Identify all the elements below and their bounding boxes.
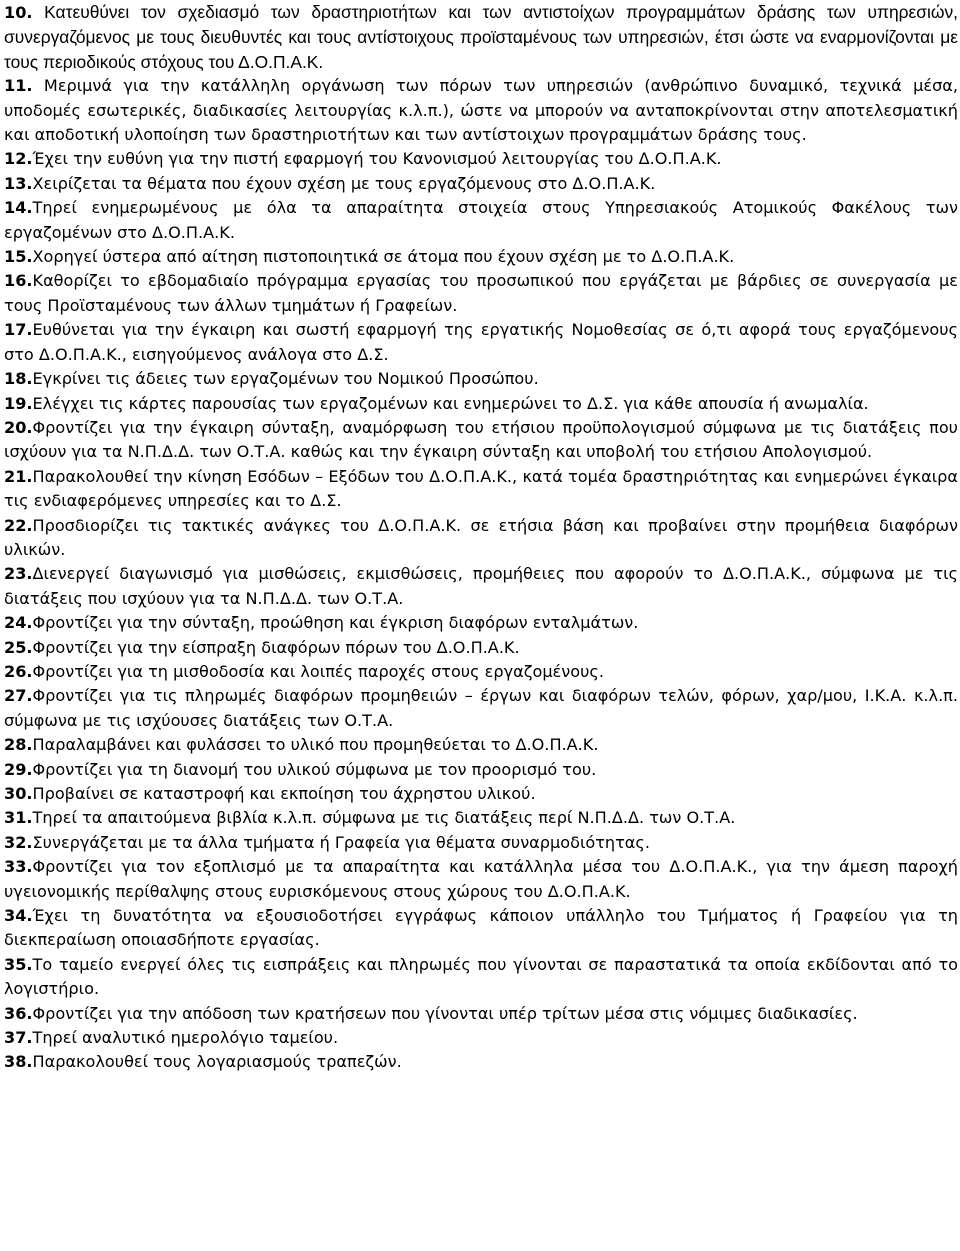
item-number: 10. [4, 3, 33, 22]
item-text: Συνεργάζεται με τα άλλα τμήματα ή Γραφεία για θέματα συναρμοδιότητας. [32, 832, 650, 852]
list-item [4, 660, 958, 684]
list-item [4, 392, 958, 416]
item-text: Τηρεί αναλυτικό ημερολόγιο ταμείου. [32, 1028, 339, 1048]
item-text: Παρακολουθεί την κίνηση Εσόδων – Εξόδων του Δ.Ο.Π.Α.Κ., κατά τομέα δραστηριότητας και ενημερώνει έγκαιρα τις ενδιαφερόμενες υπηρεσίες και το Δ.Σ. [4, 466, 958, 511]
item-number: 30. [4, 784, 33, 803]
item-text: Το ταμείο ενεργεί όλες τις εισπράξεις και πληρωμές που γίνονται σε παραστατικά τα οποία εκδίδονται από το λογιστήριο. [4, 954, 958, 999]
list-item [4, 684, 958, 733]
item-text: Καθορίζει το εβδομαδιαίο πρόγραμμα εργασίας του προσωπικού που εργάζεται με βάρδιες σε συνεργασία με τους Προϊσταμένους των άλλων τμημάτων ή Γραφείων. [4, 271, 958, 315]
item-number: 21. [4, 466, 33, 486]
list-item [4, 74, 958, 147]
list-item [4, 953, 958, 1002]
list-item [4, 514, 958, 563]
list-item [4, 245, 958, 269]
list-item [4, 904, 958, 953]
item-number: 17. [4, 320, 33, 340]
list-item [4, 562, 958, 611]
item-text: Παρακολουθεί τους λογαριασμούς τραπεζών. [32, 1052, 402, 1072]
item-number: 32. [4, 832, 33, 852]
list-item [4, 782, 958, 806]
item-number: 37. [4, 1028, 33, 1048]
item-number: 25. [4, 637, 33, 657]
item-text: Χορηγεί ύστερα από αίτηση πιστοποιητικά σε άτομα που έχουν σχέση με το Δ.Ο.Π.Α.Κ. [32, 247, 735, 267]
item-number: 35. [4, 954, 33, 974]
document-body [4, 0, 958, 1075]
item-text: Προσδιορίζει τις τακτικές ανάγκες του Δ.Ο.Π.Α.Κ. σε ετήσια βάση και προβαίνει στην προμήθεια διαφόρων υλικών. [4, 515, 958, 559]
list-item [4, 367, 958, 391]
item-text: Φροντίζει για τις πληρωμές διαφόρων προμηθειών – έργων και διαφόρων τελών, φόρων, χαρ/μου, Ι.Κ.Α. κ.λ.π. σύμφωνα με τις ισχύουσες διατάξεις των Ο.Τ.Α. [4, 686, 958, 730]
list-item [4, 172, 958, 196]
item-number: 15. [4, 247, 33, 267]
item-number: 14. [4, 198, 33, 218]
list-item [4, 758, 958, 782]
item-text: Φροντίζει για την έγκαιρη σύνταξη, αναμόρφωση του ετήσιου προϋπολογισμού σύμφωνα με τις διατάξεις που ισχύουν για τα Ν.Π.Δ.Δ. των Ο.Τ.Α. καθώς και την έγκαιρη σύνταξη και υποβολή του ετήσιου Απολογισμού. [4, 417, 958, 462]
item-number: 13. [4, 173, 33, 193]
item-text: Έχει τη δυνατότητα να εξουσιοδοτήσει εγγράφως κάποιον υπάλληλο του Τμήματος ή Γραφείου για τη διεκπεραίωση οποιασδήποτε εργασίας. [4, 906, 958, 950]
list-item [4, 269, 958, 318]
list-item [4, 1026, 958, 1050]
item-number: 27. [4, 686, 33, 706]
item-text: Εγκρίνει τις άδειες των εργαζομένων του Νομικού Προσώπου. [32, 369, 539, 389]
item-number: 24. [4, 613, 33, 633]
item-text: Φροντίζει για τη διανομή του υλικού σύμφωνα με τον προορισμό του. [32, 759, 597, 779]
list-item [4, 416, 958, 465]
item-number: 12. [4, 149, 33, 169]
item-text: Κατευθύνει τον σχεδιασμό των δραστηριοτήτων και των αντιστοίχων προγραμμάτων δράσης των υπηρεσιών, συνεργαζόμενος με τους διευθυντές και τους αντίστοιχους προϊσταμένους των υπηρεσιών, έτσι ώστε να εναρμονίζονται με τους περιοδικούς στόχους του Δ.Ο.Π.Α.Κ. [4, 2, 958, 72]
item-number: 29. [4, 759, 33, 779]
list-item [4, 831, 958, 855]
item-number: 38. [4, 1052, 33, 1072]
item-number: 26. [4, 661, 33, 681]
list-item [4, 855, 958, 904]
list-item [4, 465, 958, 514]
item-text: Τηρεί ενημερωμένους με όλα τα απαραίτητα στοιχεία στους Υπηρεσιακούς Ατομικούς Φακέλους των εργαζομένων στο Δ.Ο.Π.Α.Κ. [4, 198, 958, 242]
list-item [4, 318, 958, 367]
list-item [4, 636, 958, 660]
item-number: 28. [4, 735, 33, 755]
item-number: 16. [4, 271, 33, 291]
list-item [4, 1050, 958, 1074]
item-text: Φροντίζει για την απόδοση των κρατήσεων που γίνονται υπέρ τρίτων μέσα στις νόμιμες διαδικασίες. [32, 1003, 858, 1023]
item-text: Διενεργεί διαγωνισμό για μισθώσεις, εκμισθώσεις, προμήθειες που αφορούν το Δ.Ο.Π.Α.Κ., σύμφωνα με τις διατάξεις που ισχύουν για τα Ν.Π.Δ.Δ. των Ο.Τ.Α. [4, 564, 958, 608]
list-item [4, 147, 958, 171]
list-item [4, 1002, 958, 1026]
item-number: 11. [4, 76, 33, 96]
item-text: Προβαίνει σε καταστροφή και εκποίηση του άχρηστου υλικού. [32, 784, 536, 803]
list-item [4, 0, 958, 74]
item-number: 20. [4, 417, 33, 437]
list-item [4, 806, 958, 830]
item-text: Φροντίζει για τη μισθοδοσία και λοιπές παροχές στους εργαζομένους. [32, 661, 604, 681]
item-number: 19. [4, 393, 33, 413]
item-text: Χειρίζεται τα θέματα που έχουν σχέση με τους εργαζόμενους στο Δ.Ο.Π.Α.Κ. [32, 173, 656, 193]
item-number: 22. [4, 515, 33, 535]
item-text: Ευθύνεται για την έγκαιρη και σωστή εφαρμογή της εργατικής Νομοθεσίας σε ό,τι αφορά τους εργαζόμενους στο Δ.Ο.Π.Α.Κ., εισηγούμενος ανάλογα στο Δ.Σ. [4, 320, 958, 364]
item-text: Μεριμνά για την κατάλληλη οργάνωση των πόρων των υπηρεσιών (ανθρώπινο δυναμικό, τεχνικά μέσα, υποδομές εσωτερικές, διαδικασίες λειτουργίας κ.λ.π.), ώστε να μπορούν να ανταποκρίνονται στην αποτελεσματική και αποδοτική υλοποίηση των δραστηριοτήτων και των αντίστοιχων προγραμμάτων δράσης τους. [4, 76, 958, 145]
item-text: Τηρεί τα απαιτούμενα βιβλία κ.λ.π. σύμφωνα με τις διατάξεις περί Ν.Π.Δ.Δ. των Ο.Τ.Α. [32, 808, 736, 828]
item-number: 33. [4, 857, 33, 877]
item-number: 34. [4, 906, 33, 926]
item-text: Φροντίζει για τον εξοπλισμό με τα απαραίτητα και κατάλληλα μέσα του Δ.Ο.Π.Α.Κ., για την άμεση παροχή υγειονομικής περίθαλψης στους ευρισκόμενους στους χώρους του Δ.Ο.Π.Α.Κ. [4, 857, 958, 901]
list-item [4, 611, 958, 635]
list-item [4, 733, 958, 757]
item-number: 36. [4, 1003, 33, 1023]
item-number: 31. [4, 808, 33, 828]
item-number: 23. [4, 564, 33, 584]
item-text: Παραλαμβάνει και φυλάσσει το υλικό που προμηθεύεται το Δ.Ο.Π.Α.Κ. [32, 735, 599, 755]
item-text: Φροντίζει για την είσπραξη διαφόρων πόρων του Δ.Ο.Π.Α.Κ. [32, 637, 520, 657]
item-number: 18. [4, 369, 33, 389]
item-text: Έχει την ευθύνη για την πιστή εφαρμογή του Κανονισμού λειτουργίας του Δ.Ο.Π.Α.Κ. [32, 149, 722, 169]
item-text: Ελέγχει τις κάρτες παρουσίας των εργαζομένων και ενημερώνει το Δ.Σ. για κάθε απουσία ή ανωμαλία. [32, 393, 869, 413]
list-item [4, 196, 958, 245]
item-text: Φροντίζει για την σύνταξη, προώθηση και έγκριση διαφόρων ενταλμάτων. [32, 613, 639, 633]
